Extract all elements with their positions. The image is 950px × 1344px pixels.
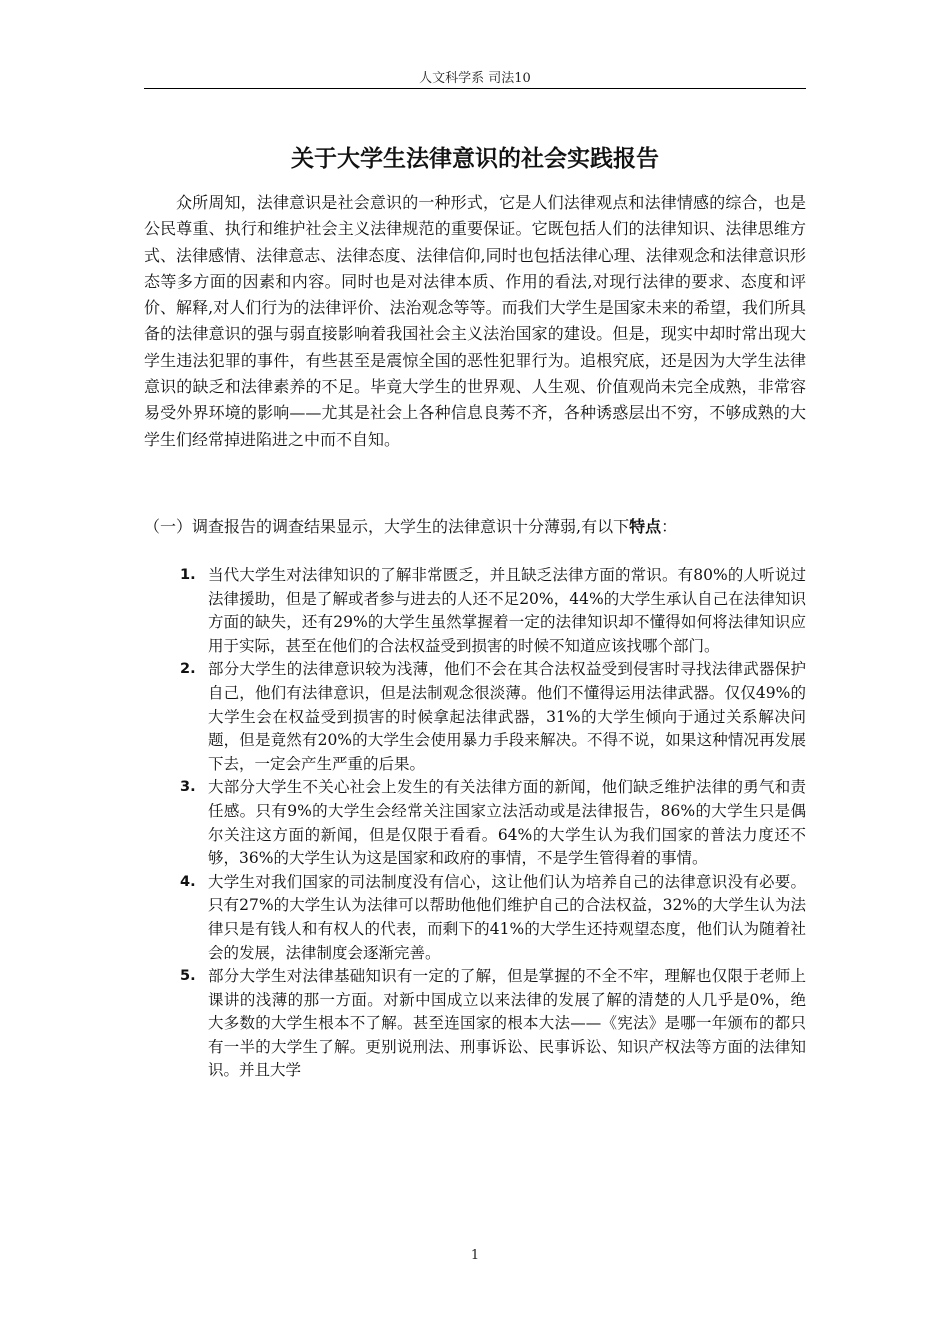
list-item-number: 4. xyxy=(180,873,196,890)
list-item-text: 大学生对我们国家的司法制度没有信心，这让他们认为培养自己的法律意识没有必要。只有27%的大学生认为法律可以帮助他他们维护自己的合法权益，32%的大学生认为法律只是有钱人和有权人的代表，而剩下的41%的大学生还持观望态度，他们认为随着社会的发展，法律制度会逐渐完善。 xyxy=(208,872,806,962)
list-item xyxy=(180,658,806,776)
findings-list xyxy=(180,564,806,1083)
section-heading-colon: ： xyxy=(661,517,678,536)
list-item xyxy=(180,871,806,965)
section-heading xyxy=(144,514,806,540)
list-item-number: 3. xyxy=(180,779,196,796)
document-title: 关于大学生法律意识的社会实践报告 xyxy=(291,146,659,173)
header-rule xyxy=(144,88,806,89)
page-number: 1 xyxy=(470,1248,480,1263)
page-header: 人文科学系 司法10 xyxy=(419,71,531,86)
list-item-text: 部分大学生对法律基础知识有一定的了解，但是掌握的不全不牢，理解也仅限于老师上课讲的浅薄的那一方面。对新中国成立以来法律的发展了解的清楚的人几乎是0%，绝大多数的大学生根本不了解。甚至连国家的根本大法——《宪法》是哪一年颁布的都只有一半的大学生了解。更别说刑法、刑事诉讼、民事诉讼、知识产权法等方面的法律知识。并且大学 xyxy=(208,967,806,1080)
section-heading-bold: 特点 xyxy=(629,517,662,536)
list-item-number: 2. xyxy=(180,661,196,678)
section-heading-text: （一）调查报告的调查结果显示，大学生的法律意识十分薄弱,有以下 xyxy=(144,517,630,536)
list-item xyxy=(180,564,806,658)
list-item-text: 大部分大学生不关心社会上发生的有关法律方面的新闻，他们缺乏维护法律的勇气和责任感。只有9%的大学生会经常关注国家立法活动或是法律报告，86%的大学生只是偶尔关注这方面的新闻，但是仅限于看看。64%的大学生认为我们国家的普法力度还不够，36%的大学生认为这是国家和政府的事情，不是学生管得着的事情。 xyxy=(208,778,806,868)
list-item xyxy=(180,776,806,870)
list-item-text: 当代大学生对法律知识的了解非常匮乏，并且缺乏法律方面的常识。有80%的人听说过法律援助，但是了解或者参与进去的人还不足20%，44%的大学生承认自己在法律知识方面的缺失，还有29%的大学生虽然掌握着一定的法律知识却不懂得如何将法律知识应用于实际，甚至在他们的合法权益受到损害的时候不知道应该找哪个部门。 xyxy=(208,566,806,655)
list-item xyxy=(180,965,806,1083)
list-item-number: 1. xyxy=(180,567,196,583)
intro-paragraph: 众所周知，法律意识是社会意识的一种形式，它是人们法律观点和法律情感的综合，也是公民尊重、执行和维护社会主义法律规范的重要保证。它既包括人们的法律知识、法律思维方式、法律感情、法律意志、法律态度、法律信仰,同时也包括法律心理、法律观念和法律意识形态等多方面的因素和内容。同时也是对法律本质、作用的看法,对现行法律的要求、态度和评价、解释,对人们行为的法律评价、法治观念等等。而我们大学生是国家未来的希望，我们所具备的法律意识的强与弱直接影响着我国社会主义法治国家的建设。但是，现实中却时常出现大学生违法犯罪的事件，有些甚至是震惊全国的恶性犯罪行为。追根究底，还是因为大学生法律意识的缺乏和法律素养的不足。毕竟大学生的世界观、人生观、价值观尚未完全成熟，非常容易受外界环境的影响——尤其是社会上各种信息良莠不齐，各种诱惑层出不穷，不够成熟的大学生们经常掉进陷进之中而不自知。 xyxy=(144,193,806,449)
list-item-text: 部分大学生的法律意识较为浅薄，他们不会在其合法权益受到侵害时寻找法律武器保护自己，他们有法律意识，但是法制观念很淡薄。他们不懂得运用法律武器。仅仅49%的大学生会在权益受到损害的时候拿起法律武器，31%的大学生倾向于通过关系解决问题，但是竟然有20%的大学生会使用暴力手段来解决。不得不说，如果这种情况再发展下去，一定会产生严重的后果。 xyxy=(208,660,806,773)
list-item-number: 5. xyxy=(180,968,196,985)
